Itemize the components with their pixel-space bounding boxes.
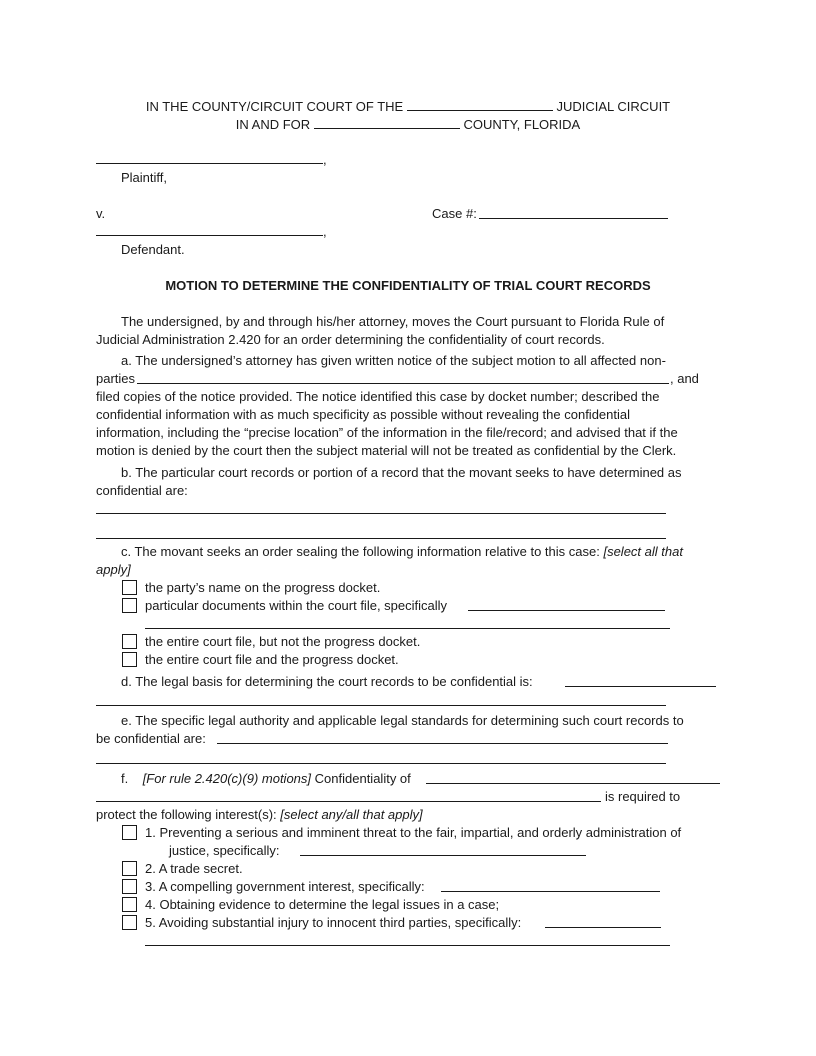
para-e-line2: be confidential are: <box>96 731 206 746</box>
para-a-line6: motion is denied by the court then the subject material will not be treated as confidential by the Clerk. <box>96 443 677 458</box>
interest-1-blank[interactable] <box>300 855 586 856</box>
intro-line1: The undersigned, by and through his/her attorney, moves the Court pursuant to Florida Rule of <box>121 314 665 329</box>
confidentiality-of-blank[interactable] <box>426 783 720 784</box>
interest-1-cont: justice, specifically: <box>169 843 280 858</box>
records-blank-2[interactable] <box>96 538 666 539</box>
option-particular-documents-label: particular documents within the court file, specifically <box>145 598 448 613</box>
interest-3-blank[interactable] <box>441 891 660 892</box>
para-a-line1: a. The undersigned’s attorney has given written notice of the subject motion to all affected non- <box>121 353 666 368</box>
legal-authority-blank-2[interactable] <box>96 763 666 764</box>
interest-5-checkbox[interactable] <box>122 915 137 930</box>
interest-3-label: 3. A compelling government interest, specifically: <box>145 879 425 894</box>
documents-blank-2[interactable] <box>145 628 670 629</box>
interest-5-label: 5. Avoiding substantial injury to innocent third parties, specifically: <box>145 915 522 930</box>
option-party-name-label: the party’s name on the progress docket. <box>145 580 381 595</box>
judicial-circuit-blank[interactable] <box>407 97 553 111</box>
records-blank-1[interactable] <box>96 513 666 514</box>
non-parties-blank[interactable] <box>137 383 669 384</box>
para-c-line1: c. The movant seeks an order sealing the following information relative to this case: [select all that <box>121 544 683 559</box>
interest-4-label: 4. Obtaining evidence to determine the legal issues in a case; <box>145 897 500 912</box>
plaintiff-comma: , <box>323 152 327 167</box>
interest-4-checkbox[interactable] <box>122 897 137 912</box>
para-b-line1: b. The particular court records or portion of a record that the movant seeks to have determined as <box>121 465 682 480</box>
legal-basis-blank-2[interactable] <box>96 705 666 706</box>
defendant-label: Defendant. <box>121 242 185 257</box>
defendant-comma: , <box>323 224 327 239</box>
option-entire-file-and-docket-label: the entire court file and the progress docket. <box>145 652 399 667</box>
para-f-line2-suffix: is required to <box>605 789 681 804</box>
para-f-line3: protect the following interest(s): [select any/all that apply] <box>96 807 423 822</box>
option-entire-file-not-docket-checkbox[interactable] <box>122 634 137 649</box>
para-a-line2-suffix: , and <box>670 371 699 386</box>
interest-3-checkbox[interactable] <box>122 879 137 894</box>
county-blank[interactable] <box>314 115 460 129</box>
interest-5-blank-1[interactable] <box>545 927 661 928</box>
legal-basis-blank-1[interactable] <box>565 686 716 687</box>
para-a-line5: information, including the “precise location” of the information in the file/record; and advised that if the <box>96 425 678 440</box>
confidentiality-subject-blank[interactable] <box>96 801 601 802</box>
versus-label: v. <box>96 206 106 221</box>
plaintiff-name-blank[interactable] <box>96 163 323 164</box>
option-particular-documents-checkbox[interactable] <box>122 598 137 613</box>
option-party-name-checkbox[interactable] <box>122 580 137 595</box>
documents-blank-1[interactable] <box>468 610 665 611</box>
para-e-line1: e. The specific legal authority and applicable legal standards for determining such court records to <box>121 713 684 728</box>
case-number-blank[interactable] <box>479 218 668 219</box>
interest-1-checkbox[interactable] <box>122 825 137 840</box>
interest-5-blank-2[interactable] <box>145 945 670 946</box>
plaintiff-label: Plaintiff, <box>121 170 168 185</box>
para-b-line2: confidential are: <box>96 483 188 498</box>
interest-1-label: 1. Preventing a serious and imminent threat to the fair, impartial, and orderly administration of <box>145 825 682 840</box>
interest-2-label: 2. A trade secret. <box>145 861 243 876</box>
option-entire-file-and-docket-checkbox[interactable] <box>122 652 137 667</box>
para-d-line1: d. The legal basis for determining the court records to be confidential is: <box>121 674 533 689</box>
interest-2-checkbox[interactable] <box>122 861 137 876</box>
para-a-line4: confidential information with as much specificity as possible without revealing the confidential <box>96 407 631 422</box>
para-a-line3: filed copies of the notice provided. The notice identified this case by docket number; described the <box>96 389 660 404</box>
court-caption-line1: IN THE COUNTY/CIRCUIT COURT OF THE JUDICIAL CIRCUIT <box>145 99 671 114</box>
court-caption-line2: IN AND FOR COUNTY, FLORIDA <box>235 117 581 132</box>
legal-authority-blank-1[interactable] <box>217 743 668 744</box>
para-c-line2: apply] <box>96 562 131 577</box>
para-f-line1: f. [For rule 2.420(c)(9) motions] Confidentiality of <box>121 771 411 786</box>
motion-title: MOTION TO DETERMINE THE CONFIDENTIALITY OF TRIAL COURT RECORDS <box>165 278 651 293</box>
para-a-line2-prefix: parties <box>96 371 136 386</box>
defendant-name-blank[interactable] <box>96 235 323 236</box>
option-entire-file-not-docket-label: the entire court file, but not the progress docket. <box>145 634 421 649</box>
case-number-label: Case #: <box>432 206 477 221</box>
intro-line2: Judicial Administration 2.420 for an order determining the confidentiality of court records. <box>96 332 605 347</box>
